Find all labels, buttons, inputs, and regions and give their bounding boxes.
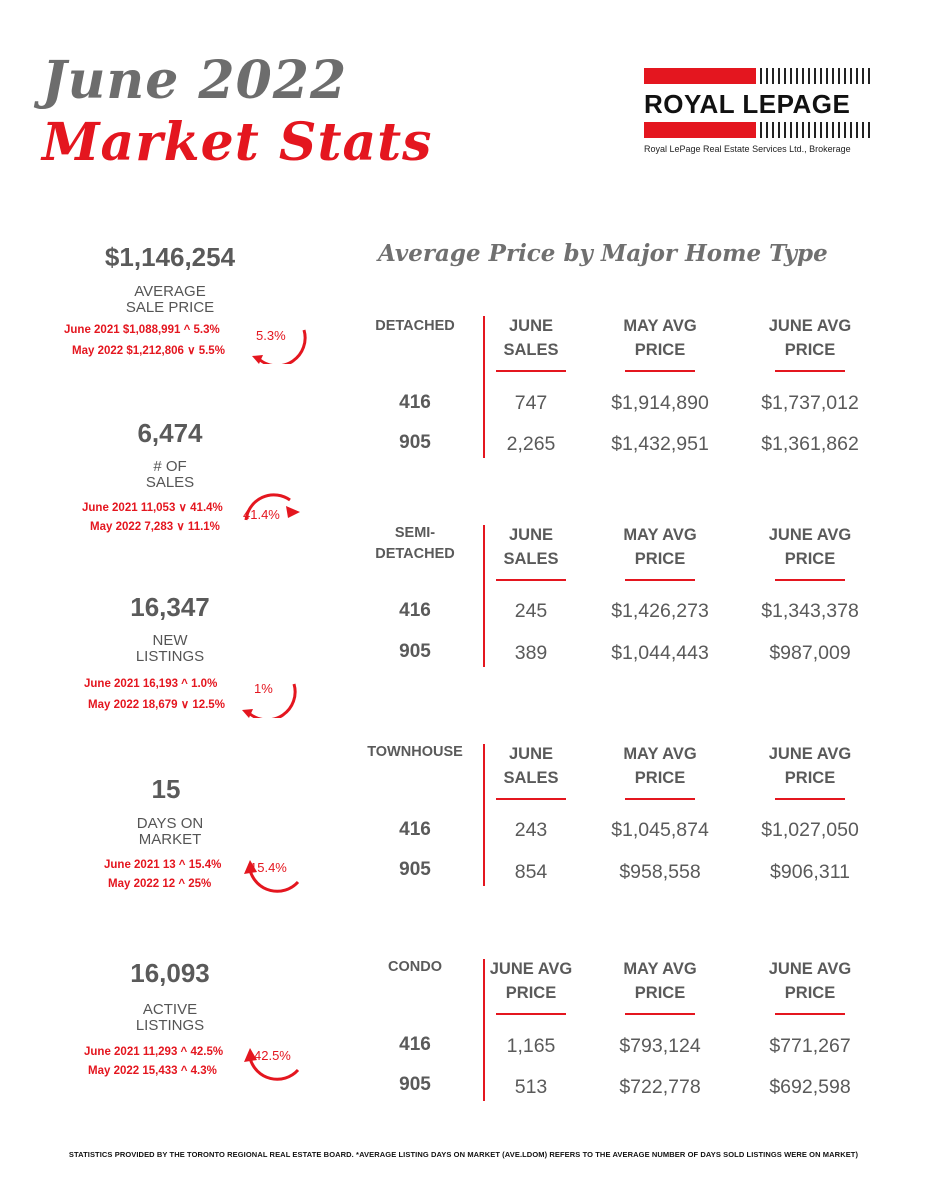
region-label: 416 <box>399 819 431 840</box>
table-cell: $692,598 <box>769 1076 851 1098</box>
column-header: JUNE AVG <box>768 745 852 763</box>
logo-red-bar <box>644 122 756 138</box>
column-header: PRICE <box>634 550 686 568</box>
stat-change-badge: 1% <box>254 681 273 696</box>
header-underline <box>625 579 695 581</box>
region-label: 416 <box>399 392 431 413</box>
header-underline <box>775 370 845 372</box>
stat-change-badge: 15.4% <box>250 860 287 875</box>
column-header: SALES <box>503 550 559 568</box>
stat-compare-row: May 2022 7,283 ∨ 11.1% <box>90 521 220 533</box>
region-label: 905 <box>399 1074 431 1095</box>
stat-value: $1,146,254 <box>104 242 236 272</box>
royal-lepage-logo <box>644 68 872 160</box>
table-cell: $1,027,050 <box>761 819 859 841</box>
column-header: JUNE AVG <box>768 526 852 544</box>
header-underline <box>496 1013 566 1015</box>
region-label: 905 <box>399 641 431 662</box>
column-header: PRICE <box>784 769 836 787</box>
column-header: JUNE <box>508 745 553 763</box>
stat-compare-row: June 2021 11,293 ^ 42.5% <box>84 1046 224 1058</box>
logo-stripes <box>760 122 870 138</box>
table-cell: $1,045,874 <box>611 819 709 841</box>
column-header: SALES <box>503 341 559 359</box>
region-label: 905 <box>399 432 431 453</box>
stat-compare-row: June 2021 $1,088,991 ^ 5.3% <box>64 324 220 336</box>
logo-tagline: Royal LePage Real Estate Services Ltd., Brokerage <box>644 144 851 154</box>
table-cell: 389 <box>514 642 548 664</box>
home-type-label: DETACHED <box>375 318 455 334</box>
column-header: SALES <box>503 769 559 787</box>
column-header: PRICE <box>784 984 836 1002</box>
table-detached <box>355 314 895 514</box>
stat-compare-row: May 2022 $1,212,806 ∨ 5.5% <box>72 345 225 357</box>
stat-label: # OF <box>153 458 187 475</box>
table-cell: $1,737,012 <box>761 392 859 414</box>
table-cell: 1,165 <box>506 1035 556 1057</box>
stat-compare-row: June 2021 13 ^ 15.4% <box>104 859 222 871</box>
home-type-label: DETACHED <box>375 546 455 562</box>
table-cell: 2,265 <box>506 433 556 455</box>
section-title: Average Price by Major Home Type <box>378 240 828 267</box>
stat-value: 6,474 <box>137 418 203 448</box>
table-cell: $958,558 <box>619 861 701 883</box>
stat-value: 15 <box>151 774 181 804</box>
column-header: PRICE <box>634 769 686 787</box>
header-underline <box>775 1013 845 1015</box>
stat-change-badge: 41.4% <box>243 507 280 522</box>
column-header: PRICE <box>784 341 836 359</box>
column-header: PRICE <box>784 550 836 568</box>
table-cell: $793,124 <box>619 1035 701 1057</box>
home-type-label: TOWNHOUSE <box>367 744 463 760</box>
stat-label: NEW <box>152 632 188 649</box>
stat-compare-row: May 2022 15,433 ^ 4.3% <box>88 1065 217 1077</box>
stat-label: ACTIVE <box>142 1001 198 1018</box>
header-underline <box>625 798 695 800</box>
stat-compare-row: May 2022 12 ^ 25% <box>108 878 212 890</box>
header-underline <box>496 798 566 800</box>
table-cell: $906,311 <box>770 861 850 883</box>
column-header: MAY AVG <box>623 317 697 335</box>
table-cell: $771,267 <box>769 1035 851 1057</box>
logo-wordmark: ROYAL LEPAGE <box>644 89 851 119</box>
stat-label: LISTINGS <box>135 648 205 665</box>
stat-value: 16,093 <box>130 958 210 988</box>
column-header: JUNE <box>508 317 553 335</box>
table-cell: $1,426,273 <box>611 600 709 622</box>
stat-change-badge: 5.3% <box>256 328 286 343</box>
table-cell: 245 <box>514 600 548 622</box>
stat-value: 16,347 <box>130 592 210 622</box>
stat-compare-row: May 2022 18,679 ∨ 12.5% <box>88 699 225 711</box>
region-label: 416 <box>399 1034 431 1055</box>
table-cell: $1,361,862 <box>761 433 859 455</box>
header-underline <box>775 798 845 800</box>
home-type-label: SEMI- <box>394 525 436 541</box>
stat-label: AVERAGE <box>134 283 206 300</box>
header-underline <box>496 579 566 581</box>
table-cell: $1,044,443 <box>611 642 709 664</box>
table-cell: 513 <box>514 1076 548 1098</box>
stat-compare-row: June 2021 11,053 ∨ 41.4% <box>82 502 223 514</box>
header-underline <box>625 1013 695 1015</box>
stat-compare-row: June 2021 16,193 ^ 1.0% <box>84 678 218 690</box>
region-label: 416 <box>399 600 431 621</box>
column-header: JUNE AVG <box>768 317 852 335</box>
table-cell: 854 <box>514 861 548 883</box>
column-header: PRICE <box>634 984 686 1002</box>
table-cell: 747 <box>514 392 548 414</box>
table-cell: $1,432,951 <box>611 433 709 455</box>
table-cell: $722,778 <box>619 1076 701 1098</box>
region-label: 905 <box>399 859 431 880</box>
column-header: JUNE <box>508 526 553 544</box>
table-cell: 243 <box>514 819 548 841</box>
column-header: PRICE <box>505 984 557 1002</box>
table-condo <box>355 957 895 1157</box>
table-cell: $987,009 <box>769 642 851 664</box>
column-header: MAY AVG <box>623 745 697 763</box>
page-title-date: June 2022 <box>42 50 348 111</box>
table-cell: $1,343,378 <box>761 600 859 622</box>
column-header: JUNE AVG <box>768 960 852 978</box>
footer-disclaimer: STATISTICS PROVIDED BY THE TORONTO REGIONAL REAL ESTATE BOARD. *AVERAGE LISTING DAYS ON MARKET (AVE.LDOM) REFERS TO THE AVERAGE NUMBER OF DAYS SOLD LISTINGS WERE ON MARKET) <box>68 1150 859 1159</box>
column-header: JUNE AVG <box>489 960 573 978</box>
stat-change-badge: 42.5% <box>254 1048 291 1063</box>
column-header: MAY AVG <box>623 960 697 978</box>
header-underline <box>625 370 695 372</box>
table-semi-detached <box>355 523 895 723</box>
logo-red-bar <box>644 68 756 84</box>
table-townhouse <box>355 742 895 942</box>
stat-label: SALE PRICE <box>125 299 215 316</box>
column-header: MAY AVG <box>623 526 697 544</box>
table-cell: $1,914,890 <box>611 392 709 414</box>
home-type-label: CONDO <box>388 959 442 975</box>
stat-label: SALES <box>145 474 195 491</box>
header-underline <box>775 579 845 581</box>
page-title: Market Stats <box>42 112 433 173</box>
stat-label: LISTINGS <box>135 1017 205 1034</box>
header-underline <box>496 370 566 372</box>
logo-stripes <box>760 68 870 84</box>
stat-label: MARKET <box>138 831 202 848</box>
column-header: PRICE <box>634 341 686 359</box>
stat-label: DAYS ON <box>136 815 204 832</box>
